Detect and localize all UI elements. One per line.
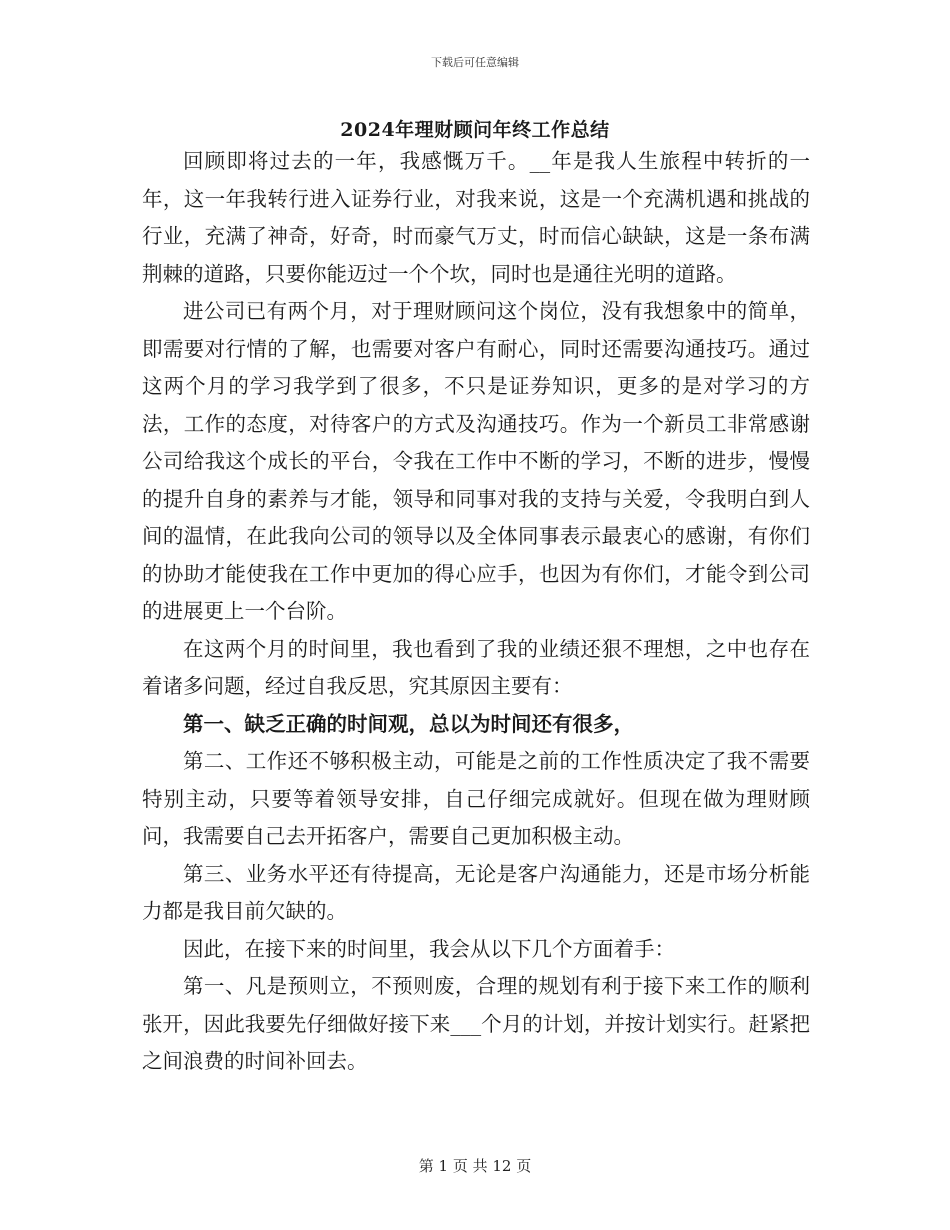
paragraph-3: 在这两个月的时间里，我也看到了我的业绩还狠不理想，之中也存在着诸多问题，经过自我反思，究其原因主要有： [142,636,810,698]
paragraph-5: 第二、工作还不够积极主动，可能是之前的工作性质决定了我不需要特别主动，只要等着领导安排，自己仔细完成就好。但现在做为理财顾问，我需要自己去开拓客户，需要自己更加积极主动。 [142,749,810,848]
page-number-footer: 第 1 页 共 12 页 [418,1157,532,1175]
paragraph-4: 第一、缺乏正确的时间观，总以为时间还有很多， [183,711,634,736]
paragraph-7: 因此，在接下来的时间里，我会从以下几个方面着手： [183,936,675,961]
paragraph-8: 第一、凡是预则立，不预则废，合理的规划有利于接下来工作的顺利张开，因此我要先仔细做好接下来___个月的计划，并按计划实行。赶紧把之间浪费的时间补回去。 [142,974,810,1073]
paragraph-6: 第三、业务水平还有待提高，无论是客户沟通能力，还是市场分析能力都是我目前欠缺的。 [142,861,810,923]
document-title: 2024年理财顾问年终工作总结 [340,119,610,141]
paragraph-1: 回顾即将过去的一年，我感慨万千。__年是我人生旅程中转折的一年，这一年我转行进入证券行业，对我来说，这是一个充满机遇和挑战的行业，充满了神奇，好奇，时而豪气万丈，时而信心缺缺，这是一条布满荆棘的道路，只要你能迈过一个个坎，同时也是通往光明的道路。 [142,149,810,286]
paragraph-2: 进公司已有两个月，对于理财顾问这个岗位，没有我想象中的简单，即需要对行情的了解，也需要对客户有耐心，同时还需要沟通技巧。通过这两个月的学习我学到了很多，不只是证券知识，更多的是对学习的方法，工作的态度，对待客户的方式及沟通技巧。作为一个新员工非常感谢公司给我这个成长的平台，令我在工作中不断的学习，不断的进步，慢慢的提升自身的素养与才能，领导和同事对我的支持与关爱，令我明白到人间的温情，在此我向公司的领导以及全体同事表示最衷心的感谢，有你们的协助才能使我在工作中更加的得心应手，也因为有你们，才能令到公司的进展更上一个台阶。 [142,299,810,623]
header-note: 下载后可任意编辑 [431,56,519,69]
document-body [142,143,810,1081]
